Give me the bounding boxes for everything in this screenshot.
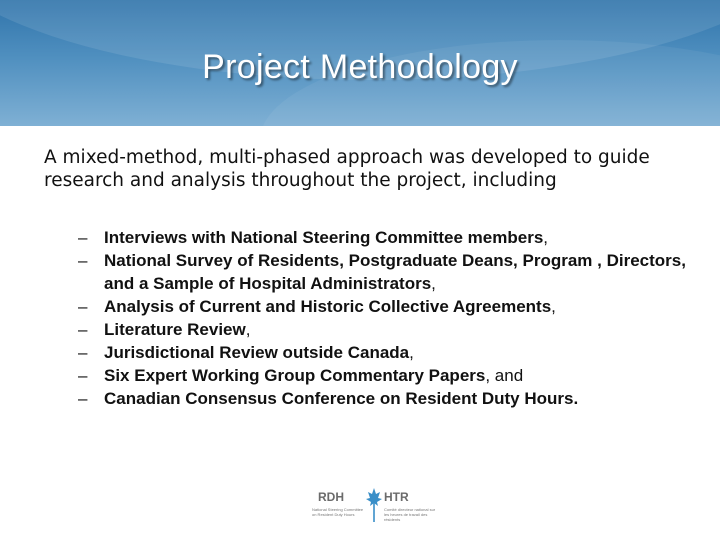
list-item-suffix: , — [409, 343, 414, 362]
list-item — [78, 364, 698, 387]
dash-bullet: – — [78, 366, 88, 385]
list-item-text: Canadian Consensus Conference on Resident Duty Hours. — [104, 389, 579, 408]
maple-leaf-icon — [366, 488, 382, 522]
dash-bullet: – — [78, 297, 88, 316]
list-item-suffix: , and — [485, 366, 524, 385]
slide-title: Project Methodology — [202, 48, 518, 86]
title-banner — [0, 0, 720, 126]
list-item-text: Analysis of Current and Historic Collective Agreements — [104, 297, 552, 316]
list-item — [78, 295, 698, 318]
list-item-text: Six Expert Working Group Commentary Papers — [104, 366, 486, 385]
list-item — [78, 249, 698, 295]
list-item-text: National Survey of Residents, Postgraduate Deans, Program , Directors, and a Sample of Hospital Administrators — [104, 251, 686, 293]
logo-right-text: HTR — [384, 490, 409, 504]
list-item — [78, 341, 698, 364]
list-item — [78, 318, 698, 341]
list-item — [78, 226, 698, 249]
list-item-suffix: , — [551, 297, 556, 316]
dash-bullet: – — [78, 320, 88, 339]
list-item-suffix: , — [431, 274, 436, 293]
intro-paragraph: A mixed-method, multi-phased approach was developed to guide research and analysis throughout the project, including — [44, 147, 650, 191]
list-item-suffix: , — [245, 320, 251, 339]
dash-bullet: – — [78, 251, 88, 270]
logo-left-caption: National Steering Committee on Resident Duty Hours — [312, 507, 364, 517]
dash-bullet: – — [78, 228, 88, 247]
list-item-suffix: , — [543, 228, 549, 247]
list-item-text: Jurisdictional Review outside Canada — [104, 343, 410, 362]
methodology-list — [78, 226, 698, 410]
list-item-text: Literature Review — [104, 320, 246, 339]
dash-bullet: – — [78, 343, 88, 362]
list-item-text: Interviews with National Steering Committee members — [104, 228, 544, 247]
dash-bullet: – — [78, 389, 88, 408]
logo-right-caption: Comité directeur national sur les heures de travail des résidents — [384, 507, 436, 522]
logo-left-text: RDH — [318, 490, 344, 504]
list-item — [78, 387, 698, 410]
rdh-htr-logo — [312, 488, 438, 524]
